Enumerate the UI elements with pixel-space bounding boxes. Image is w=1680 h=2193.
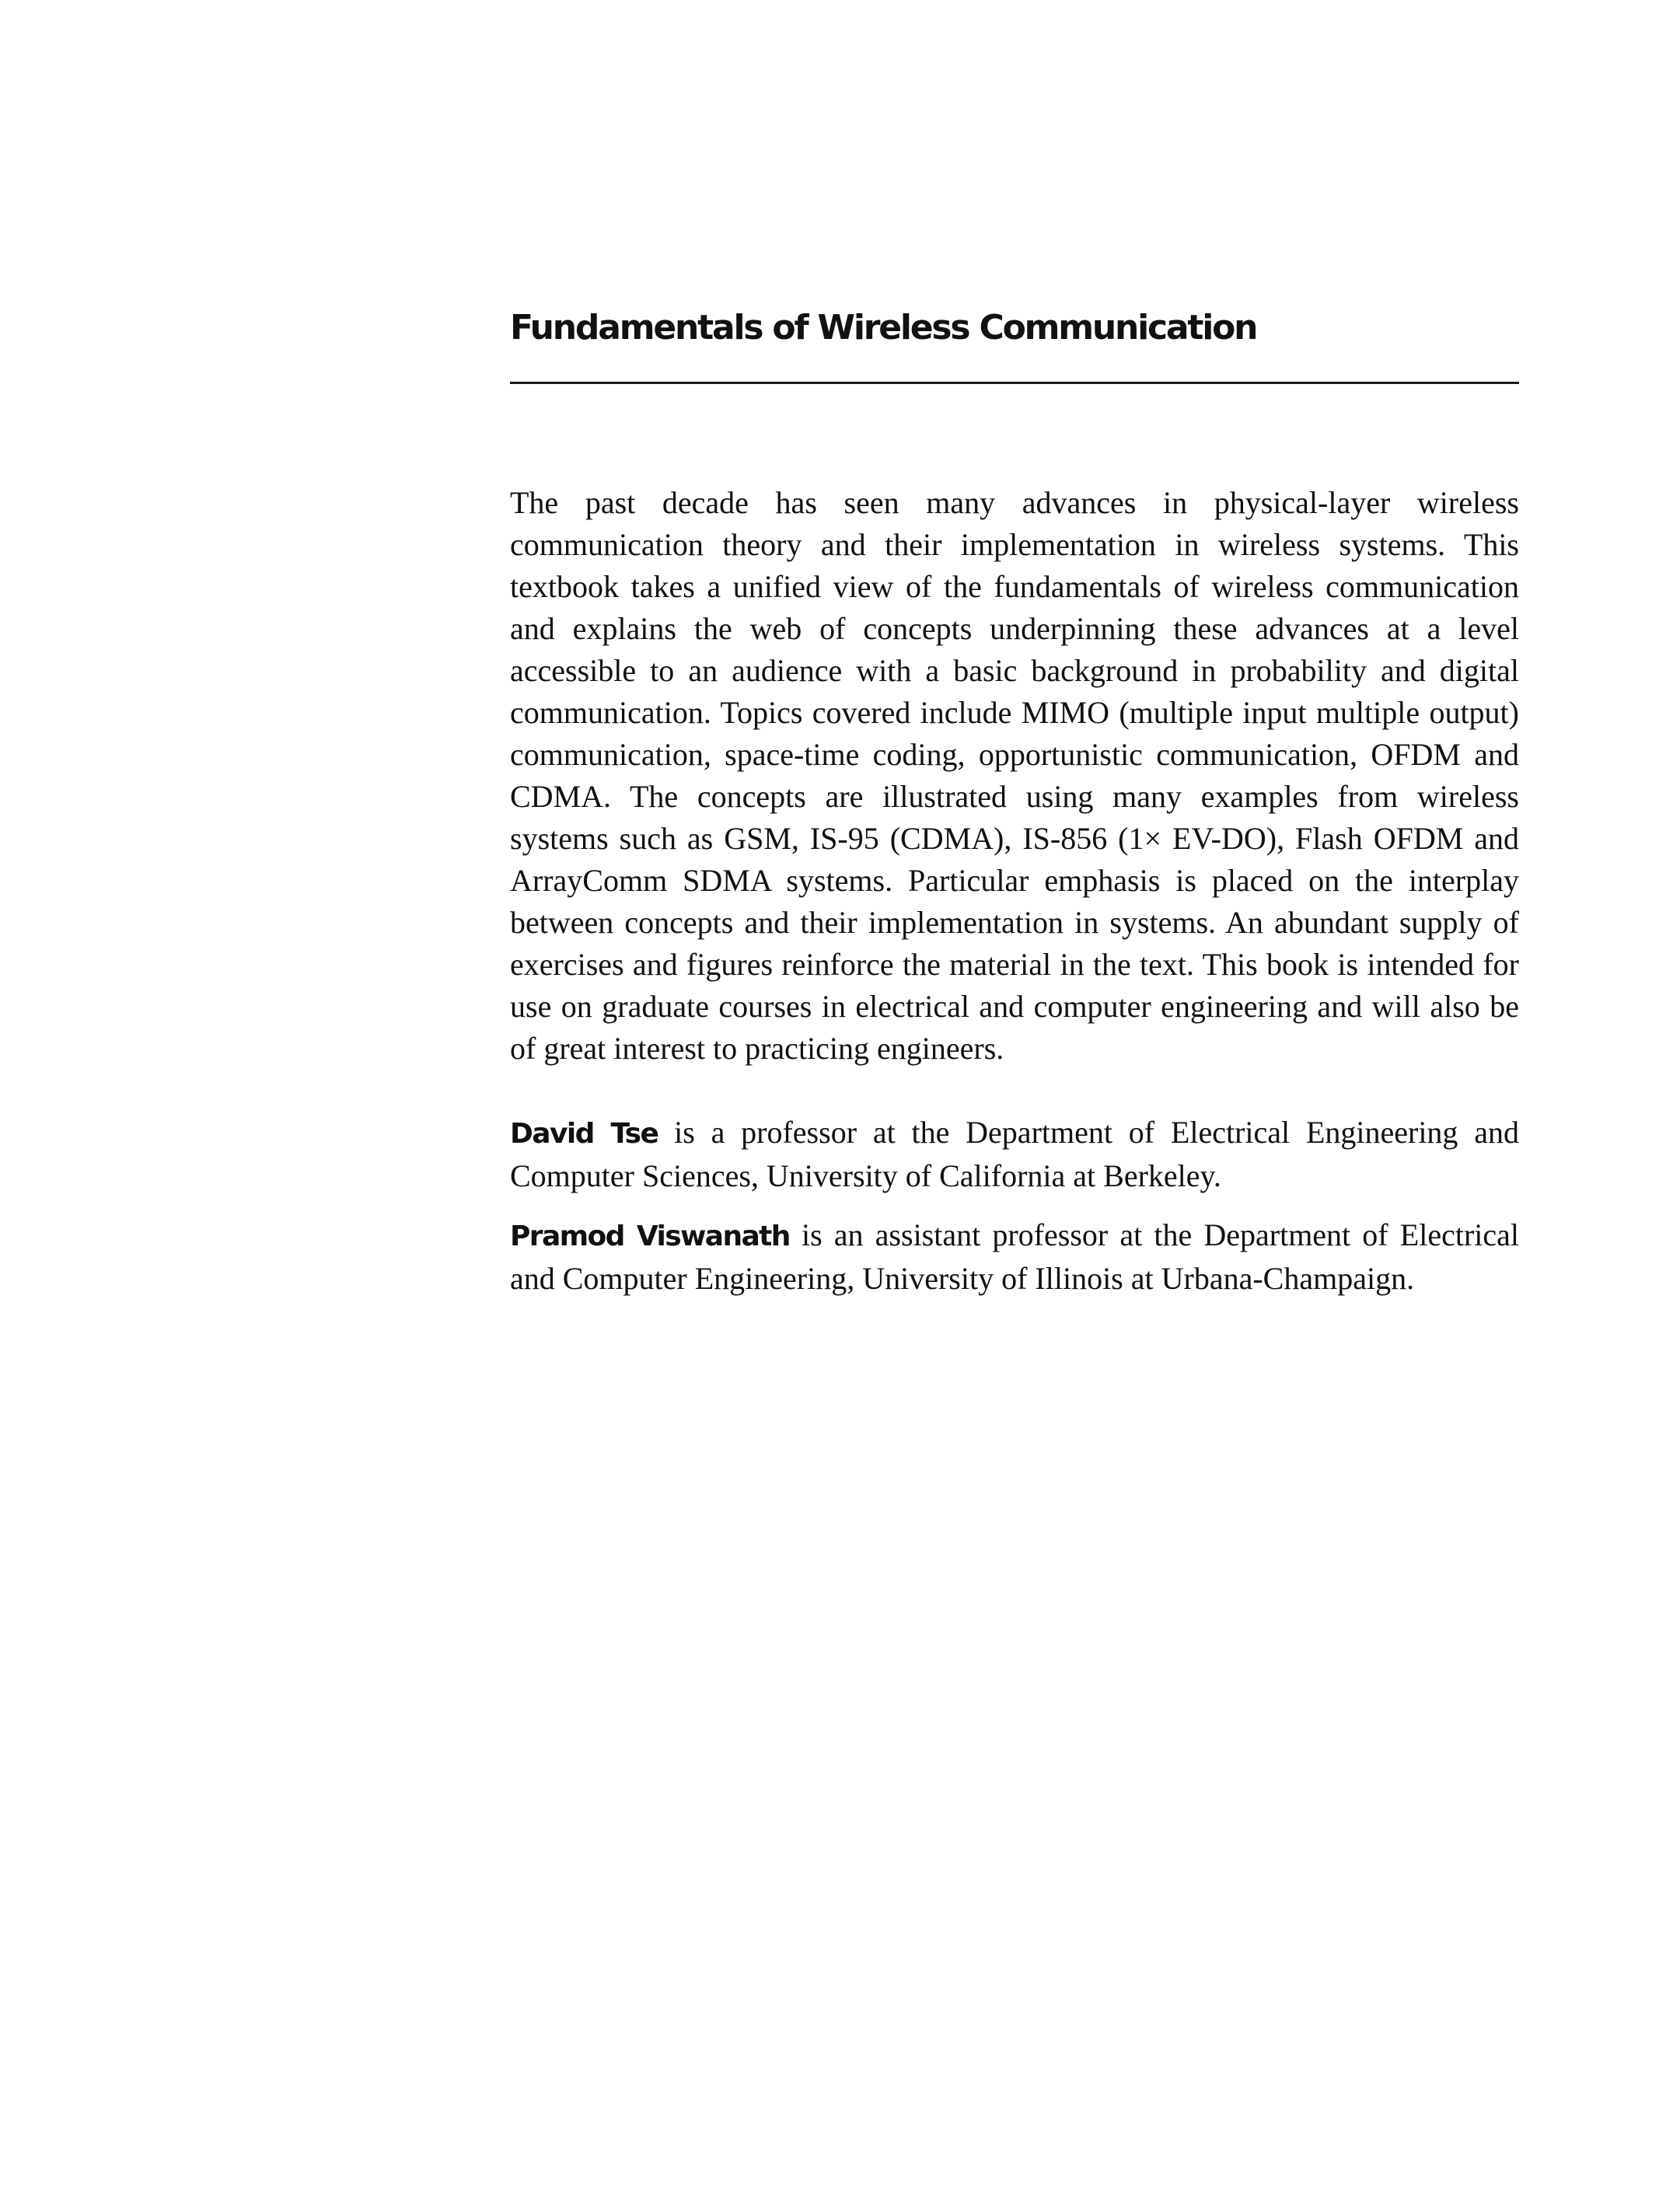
book-description: The past decade has seen many advances in physical-layer wireless communication theory and their implementation in wireless systems. This textbook takes a unified view of the fundamentals of wireless communication and explains the web of concepts underpinning these advances at a level accessible to an audience with a basic background in probability and digital communication. Topics covered include MIMO (multiple input multiple output) communication, space-time coding, opportunistic communication, OFDM and CDMA. The concepts are illustrated using many examples from wireless systems such as GSM, IS-95 (CDMA), IS-856 (1× EV-DO), Flash OFDM and ArrayComm SDMA systems. Particular emphasis is placed on the interplay between concepts and their implementation in systems. An abundant supply of exercises and figures reinforce the material in the text. This book is intended for use on graduate courses in electrical and computer engineering and will also be of great interest to practicing engineers.	[510, 485, 1519, 1066]
author-name-viswanath: Pramod Viswanath	[510, 1220, 790, 1252]
title-divider	[510, 382, 1519, 384]
author-bio-tse	[510, 1112, 1519, 1197]
author-name-tse: David Tse	[510, 1118, 658, 1150]
book-title: Fundamentals of Wireless Communication	[510, 308, 1257, 347]
page-content	[510, 482, 1519, 1300]
author-bio-text-tse: is a professor at the Department of Electrical Engineering and Computer Sciences, University of California at Berkeley.	[510, 1115, 1519, 1193]
author-bio-text-viswanath: is an assistant professor at the Department of Electrical and Computer Engineering, University of Illinois at Urbana-Champaign.	[510, 1217, 1519, 1296]
author-bio-viswanath	[510, 1214, 1519, 1300]
